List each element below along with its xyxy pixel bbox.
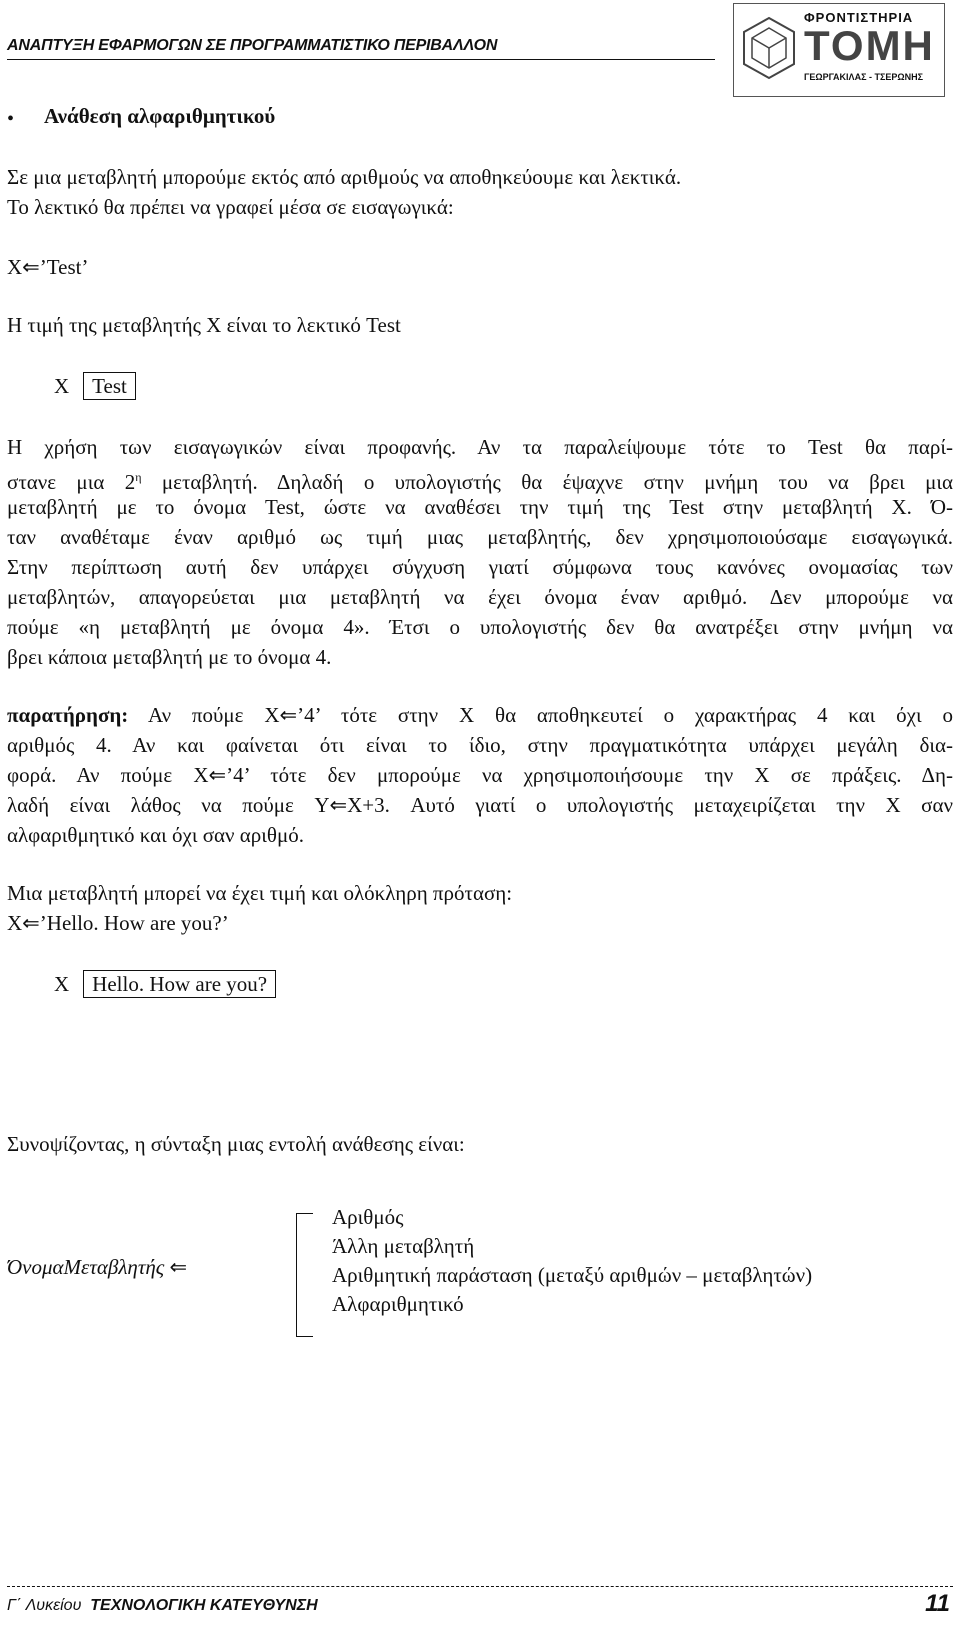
- note-line-1: [7, 700, 953, 730]
- page-number: 11: [925, 1590, 950, 1617]
- note-line-5: αλφαριθμητικό και όχι σαν αριθμό.: [7, 823, 304, 847]
- assignment-example-2: [7, 909, 229, 937]
- publisher-logo: [733, 3, 945, 97]
- note-text-1: Αν πούμε X⇐’4’ τότε στην X θα αποθηκευτεί ο χαρακτήρας 4 και όχι ο: [128, 703, 953, 727]
- option-arithmetic-expression: Αριθμητική παράσταση (μεταξύ αριθμών – μεταβλητών): [332, 1263, 813, 1287]
- para1-line-3: μεταβλητή με το όνομα Test, ώστε να αναθέσει την τιμή της Test στην μεταβλητή X. Ό-: [7, 495, 953, 519]
- option-other-variable: Άλλη μεταβλητή: [332, 1234, 475, 1258]
- variable-box-diagram-1: [54, 372, 136, 400]
- cube-logo-icon: [740, 14, 798, 86]
- sentence-intro: Μια μεταβλητή μπορεί να έχει τιμή και ολόκληρη πρόταση:: [7, 881, 513, 905]
- logo-line3: ΓΕΩΡΓΑΚΙΛΑΣ - ΤΣΕΡΩΝΗΣ: [804, 72, 923, 82]
- option-alphanumeric: Αλφαριθμητικό: [332, 1292, 464, 1316]
- assign2-var: X: [7, 911, 23, 935]
- assignment-example-1: [7, 253, 88, 281]
- note-line-4: λαδή είναι λάθος να πούμε Y⇐X+3. Αυτό γιατί ο υπολογιστής μεταχειρίζεται την X σαν: [7, 793, 953, 817]
- box1-var: X: [54, 374, 70, 398]
- assign1-var: X: [7, 255, 23, 279]
- para1-line-5: Στην περίπτωση αυτή δεν υπάρχει σύγχυση γιατί σύμφωνα τους κανόνες ονομασίας των: [7, 555, 953, 579]
- box1-content: Test: [83, 372, 136, 400]
- note-line-3: φορά. Αν πούμε X⇐’4’ τότε δεν μπορούμε να χρησιμοποιήσουμε την X σε πράξεις. Δη-: [7, 763, 953, 787]
- para1-line-4: ταν αναθέταμε έναν αριθμό ως τιμή μιας μεταβλητής, δεν χρησιμοποιούσαμε εισαγωγικά.: [7, 525, 953, 549]
- footer-rule: [7, 1586, 953, 1587]
- para1-line-2a: στανε μια 2: [7, 470, 136, 494]
- options-bracket: [296, 1213, 313, 1337]
- section-title: Ανάθεση αλφαριθμητικού: [44, 104, 276, 128]
- header-rule: [7, 59, 715, 60]
- value-sentence: Η τιμή της μεταβλητής X είναι το λεκτικό Test: [7, 313, 401, 337]
- summary-sentence: Συνοψίζοντας, η σύνταξη μιας εντολή ανάθεσης είναι:: [7, 1132, 465, 1156]
- variable-box-diagram-2: [54, 970, 276, 998]
- para1-line-2b: μεταβλητή. Δηλαδή ο υπολογιστής θα έψαχνε στην μνήμη του να βρει μια: [141, 470, 953, 494]
- para1-line-7: πούμε «η μεταβλητή με όνομα 4». Έτσι ο υπολογιστής δεν θα ανατρέξει στην μνήμη να: [7, 615, 953, 639]
- footer-left: [7, 1597, 318, 1615]
- footer-track: ΤΕΧΝΟΛΟΓΙΚΗ ΚΑΤΕΥΘΥΝΣΗ: [90, 1597, 318, 1614]
- option-number: Αριθμός: [332, 1205, 404, 1229]
- left-arrow-icon: ⇐: [22, 911, 40, 935]
- assign1-value: ’Test’: [39, 255, 89, 279]
- para1-line-1: Η χρήση των εισαγωγικών είναι προφανής. Αν τα παραλείψουμε τότε το Test θα παρί-: [7, 435, 953, 459]
- footer-grade: Γ΄ Λυκείου: [7, 1597, 82, 1614]
- intro-line-2: Το λεκτικό θα πρέπει να γραφεί μέσα σε εισαγωγικά:: [7, 195, 454, 219]
- left-arrow-icon: ⇐: [22, 255, 40, 279]
- logo-line1: ΦΡΟΝΤΙΣΤΗΡΙΑ: [804, 10, 914, 25]
- bullet-icon: •: [7, 108, 15, 130]
- box2-content: Hello. How are you?: [83, 970, 276, 998]
- note-label: παρατήρηση:: [7, 703, 129, 727]
- syntax-left: [7, 1253, 187, 1281]
- syntax-variable-name: ΌνομαΜεταβλητής: [7, 1255, 165, 1279]
- syntax-options-list: [332, 1203, 812, 1319]
- left-arrow-icon: ⇐: [169, 1255, 188, 1279]
- intro-line-1: Σε μια μεταβλητή μπορούμε εκτός από αριθμούς να αποθηκεύουμε και λεκτικά.: [7, 165, 682, 189]
- para1-line-6: μεταβλητών, απαγορεύεται μια μεταβλητή να έχει όνομα έναν αριθμό. Δεν μπορούμε να: [7, 585, 953, 609]
- superscript-eta: η: [135, 470, 142, 484]
- header-title: ΑΝΑΠΤΥΞΗ ΕΦΑΡΜΟΓΩΝ ΣΕ ΠΡΟΓΡΑΜΜΑΤΙΣΤΙΚΟ ΠΕΡΙΒΑΛΛΟΝ: [7, 37, 498, 54]
- logo-line2: ΤΟΜΗ: [804, 22, 935, 69]
- para1-line-8: βρει κάποια μεταβλητή με το όνομα 4.: [7, 645, 332, 669]
- assign2-value: ’Hello. How are you?’: [39, 911, 229, 935]
- note-line-2: αριθμός 4. Αν και φαίνεται ότι είναι το ίδιο, στην πραγματικότητα υπάρχει μεγάλη δια-: [7, 733, 953, 757]
- box2-var: X: [54, 972, 70, 996]
